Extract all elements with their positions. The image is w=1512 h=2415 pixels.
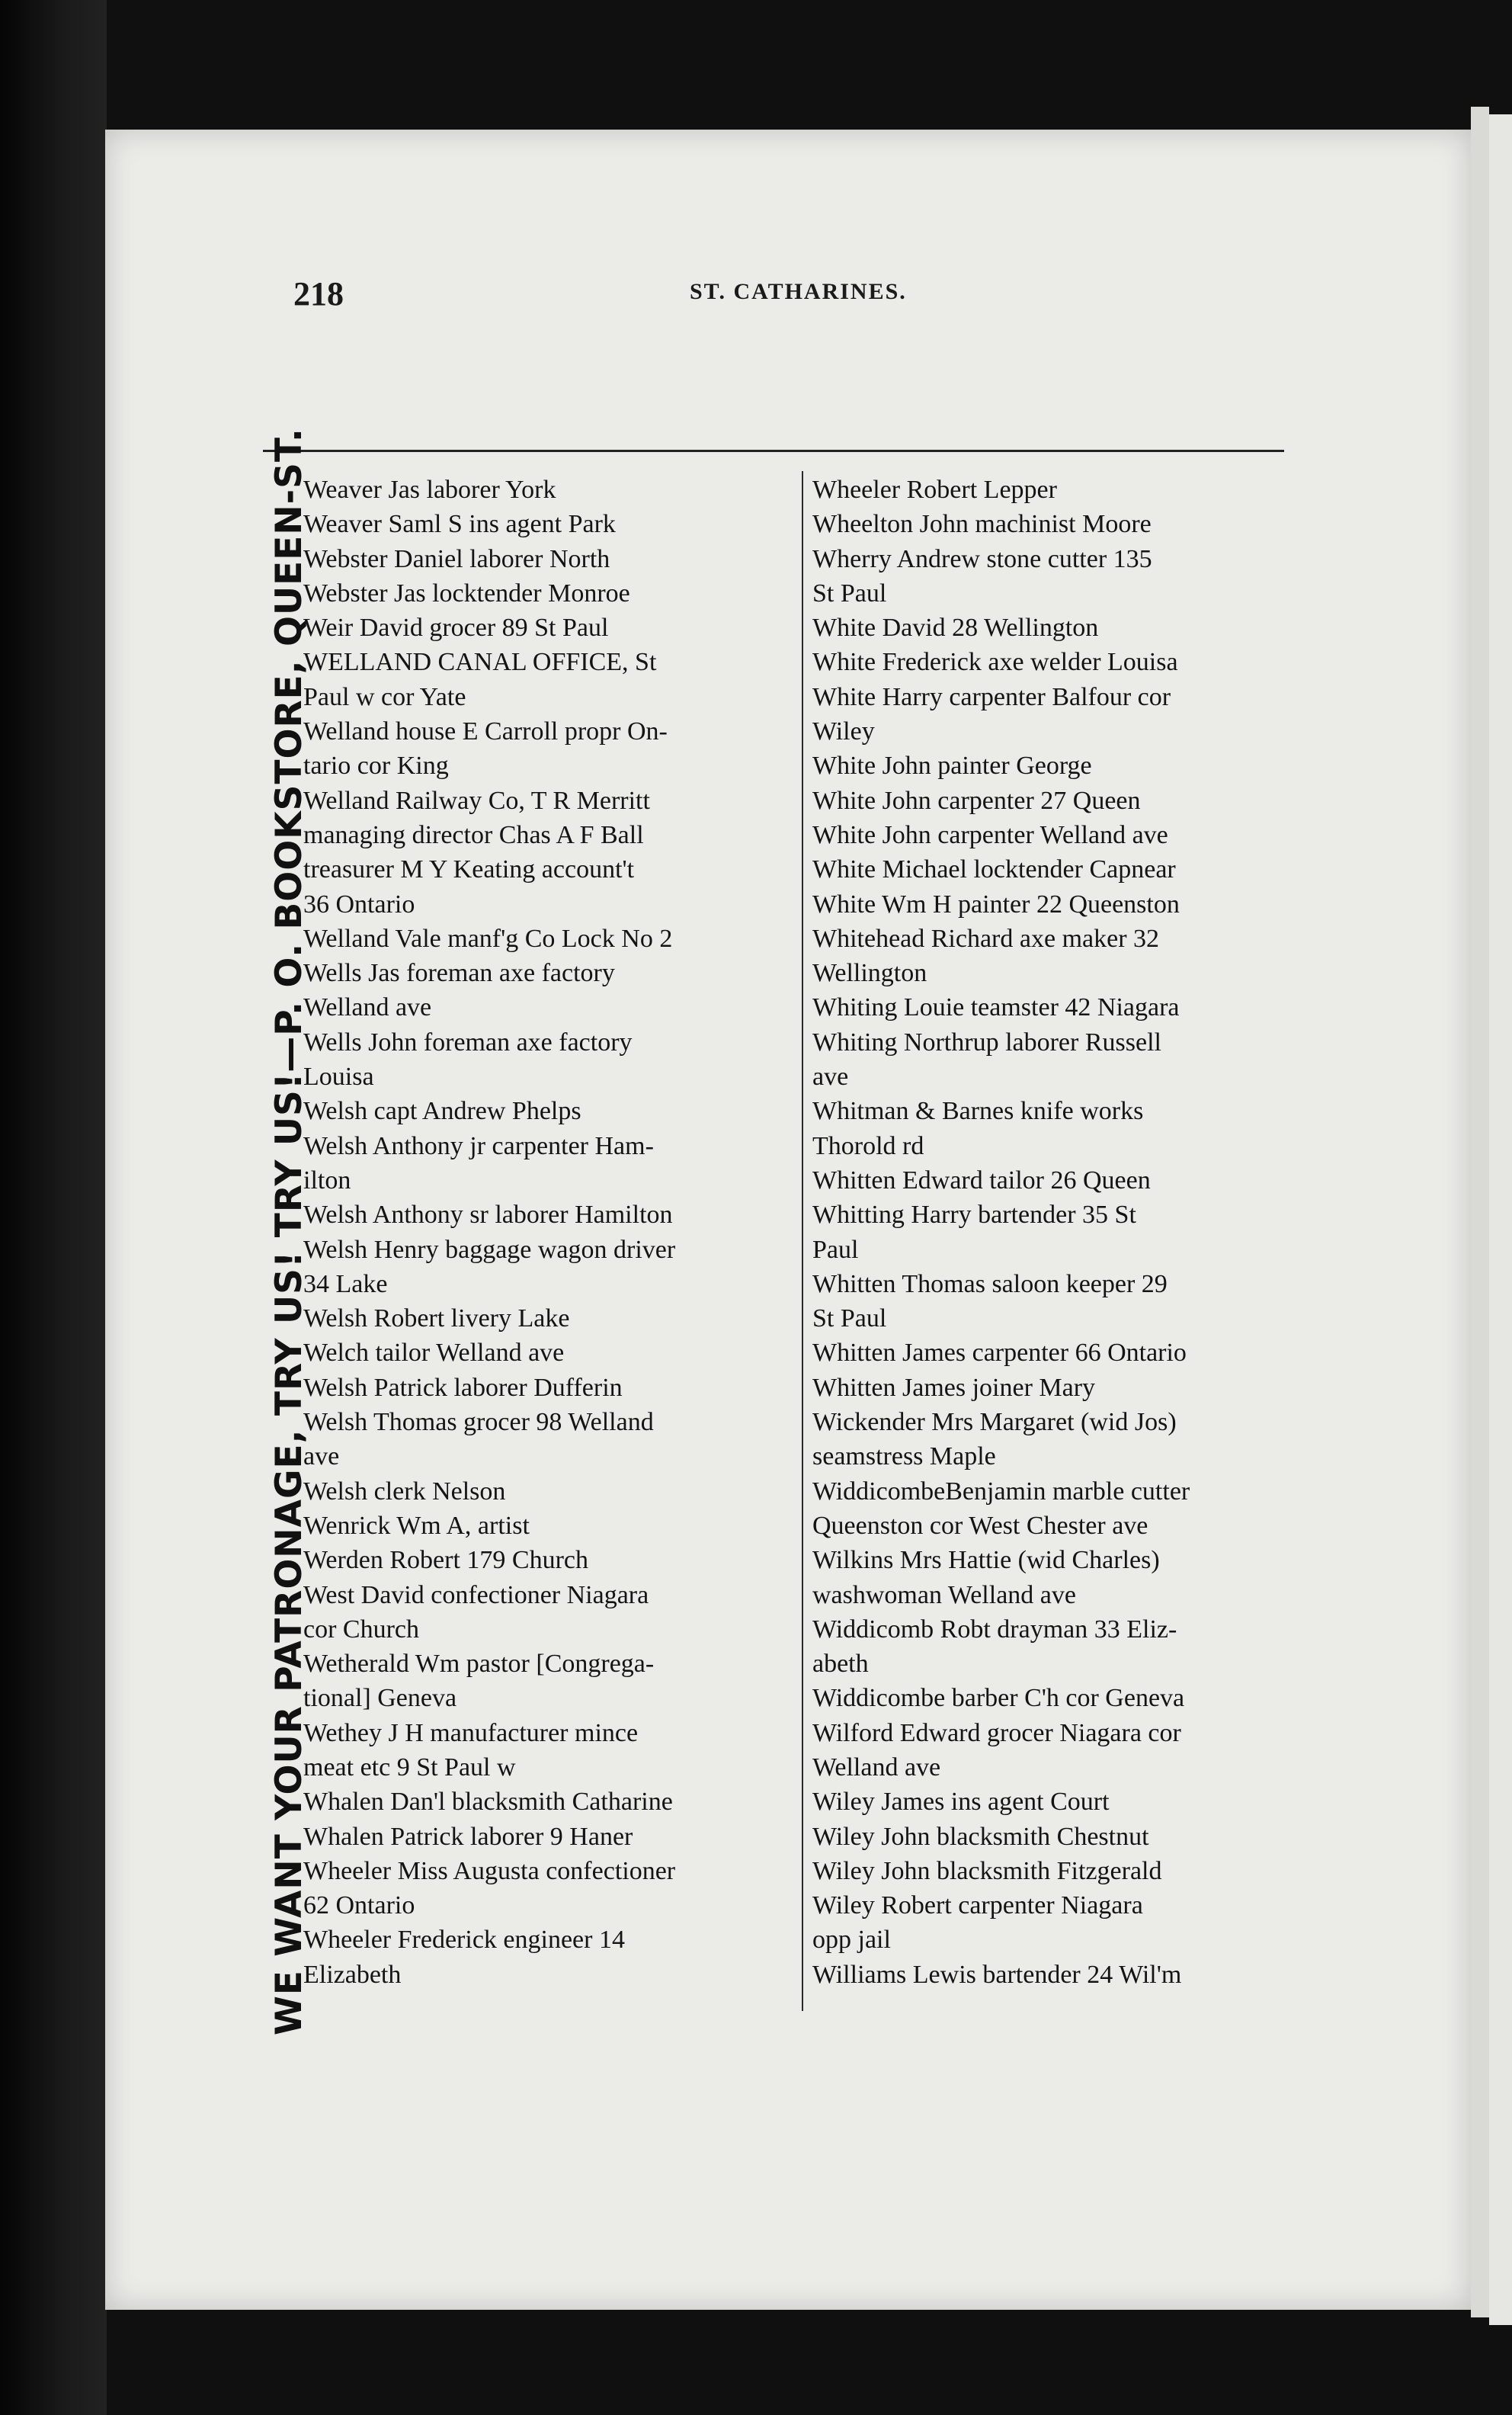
directory-entry xyxy=(303,714,797,784)
directory-entry xyxy=(812,784,1312,818)
directory-entry-line: tario cor King xyxy=(303,752,449,781)
directory-entry-line: West David confectioner Niagara xyxy=(303,1580,649,1609)
directory-entry xyxy=(812,542,1312,611)
directory-entry-line: ave xyxy=(303,1442,340,1471)
directory-entry xyxy=(812,611,1312,645)
directory-entry-line: seamstress Maple xyxy=(812,1442,996,1471)
directory-entry xyxy=(812,645,1312,679)
directory-entry-line: Welsh Anthony jr carpenter Ham- xyxy=(303,1131,654,1160)
directory-entry-line: Werden Robert 179 Church xyxy=(303,1546,588,1575)
directory-entry xyxy=(812,1888,1312,1958)
directory-entry xyxy=(303,1820,797,1854)
directory-entry-line: 62 Ontario xyxy=(303,1891,415,1920)
directory-entry xyxy=(812,1405,1312,1474)
directory-entry-line: Welsh Robert livery Lake xyxy=(303,1304,570,1333)
directory-entry-line: Welsh clerk Nelson xyxy=(303,1477,506,1506)
directory-entry-line: St Paul xyxy=(812,1304,887,1333)
directory-entry-line: Wetherald Wm pastor [Congrega- xyxy=(303,1650,655,1679)
directory-entry xyxy=(303,1129,797,1198)
directory-entry-line: Webster Daniel laborer North xyxy=(303,544,610,573)
directory-entry xyxy=(303,1371,797,1405)
directory-entry xyxy=(303,1647,797,1716)
directory-column-right xyxy=(812,473,1312,1992)
directory-entry-line: Weaver Saml S ins agent Park xyxy=(303,510,616,539)
directory-entry xyxy=(812,1854,1312,1888)
directory-entry-line: White Wm H painter 22 Queenston xyxy=(812,890,1180,919)
directory-entry-line: Wiley James ins agent Court xyxy=(812,1788,1110,1817)
directory-entry xyxy=(303,1543,797,1577)
directory-entry xyxy=(812,749,1312,783)
directory-entry-line: Whalen Patrick laborer 9 Haner xyxy=(303,1822,633,1851)
directory-entry-line: treasurer M Y Keating account't xyxy=(303,855,635,884)
directory-entry-line: Welland ave xyxy=(812,1753,941,1782)
directory-entry-line: Queenston cor West Chester ave xyxy=(812,1511,1148,1540)
directory-entry xyxy=(812,1094,1312,1163)
directory-entry xyxy=(812,887,1312,922)
directory-entry-line: ilton xyxy=(303,1166,351,1195)
directory-entry-line: Louisa xyxy=(303,1063,374,1092)
directory-entry-line: Whitten James carpenter 66 Ontario xyxy=(812,1339,1187,1368)
directory-entry xyxy=(303,956,797,1025)
directory-entry-line: White John carpenter 27 Queen xyxy=(812,786,1141,815)
directory-entry-line: Paul xyxy=(812,1235,859,1264)
directory-entry-line: Whalen Dan'l blacksmith Catharine xyxy=(303,1788,673,1817)
directory-entry xyxy=(303,1301,797,1336)
directory-entry xyxy=(303,1578,797,1647)
directory-entry-line: Wells John foreman axe factory xyxy=(303,1028,633,1057)
directory-entry xyxy=(812,922,1312,991)
directory-entry-line: Wiley Robert carpenter Niagara xyxy=(812,1891,1143,1920)
directory-entry xyxy=(812,1681,1312,1715)
directory-entry-line: Wiley John blacksmith Chestnut xyxy=(812,1822,1149,1851)
directory-entry-line: White John painter George xyxy=(812,752,1092,781)
directory-entry xyxy=(303,1509,797,1543)
directory-entry-line: St Paul xyxy=(812,579,887,608)
directory-entry-line: Wiley John blacksmith Fitzgerald xyxy=(812,1856,1162,1885)
directory-entry xyxy=(812,990,1312,1025)
directory-entry xyxy=(812,1612,1312,1682)
directory-entry-line: ave xyxy=(812,1063,849,1092)
directory-entry-line: Welland Railway Co, T R Merritt xyxy=(303,786,650,815)
directory-entry xyxy=(812,1025,1312,1095)
directory-entry xyxy=(303,1025,797,1095)
directory-entry-line: Whiting Louie teamster 42 Niagara xyxy=(812,993,1180,1022)
directory-entry xyxy=(303,576,797,611)
directory-entry xyxy=(812,1716,1312,1785)
directory-entry-line: Wells Jas foreman axe factory xyxy=(303,959,615,988)
directory-entry-line: 34 Lake xyxy=(303,1269,388,1298)
page-gutter xyxy=(1471,107,1489,2317)
directory-entry-line: Wheeler Miss Augusta confectioner xyxy=(303,1856,676,1885)
directory-entry-line: Wiley xyxy=(812,717,875,746)
directory-entry xyxy=(812,818,1312,852)
directory-entry-line: Wheeler Frederick engineer 14 xyxy=(303,1926,625,1955)
directory-entry-line: Williams Lewis bartender 24 Wil'm xyxy=(812,1960,1182,1989)
directory-entry xyxy=(812,1198,1312,1267)
directory-entry xyxy=(303,1405,797,1474)
directory-entry-line: Paul w cor Yate xyxy=(303,682,466,711)
directory-entry xyxy=(812,1543,1312,1612)
directory-entry xyxy=(812,1163,1312,1198)
directory-entry-line: abeth xyxy=(812,1650,869,1679)
directory-entry-line: Welsh Thomas grocer 98 Welland xyxy=(303,1408,654,1437)
directory-entry-line: WiddicombeBenjamin marble cutter xyxy=(812,1477,1190,1506)
directory-entry xyxy=(303,1336,797,1370)
directory-entry-line: White John carpenter Welland ave xyxy=(812,820,1168,849)
directory-entry-line: Whitten Thomas saloon keeper 29 xyxy=(812,1269,1168,1298)
directory-entry-line: Wellington xyxy=(812,959,927,988)
directory-entry-line: cor Church xyxy=(303,1615,420,1644)
directory-entry-line: Wickender Mrs Margaret (wid Jos) xyxy=(812,1408,1177,1437)
directory-entry-line: managing director Chas A F Ball xyxy=(303,820,644,849)
directory-entry-line: Wilkins Mrs Hattie (wid Charles) xyxy=(812,1546,1160,1575)
column-divider xyxy=(802,471,803,2011)
running-head: ST. CATHARINES. xyxy=(690,279,907,304)
page-number: 218 xyxy=(293,275,344,313)
directory-entry-line: opp jail xyxy=(812,1926,891,1955)
directory-entry xyxy=(303,645,797,714)
directory-entry-line: Webster Jas locktender Monroe xyxy=(303,579,630,608)
directory-entry-line: tional] Geneva xyxy=(303,1684,457,1713)
directory-entry xyxy=(812,1336,1312,1370)
directory-entry xyxy=(812,1785,1312,1819)
directory-entry xyxy=(303,1094,797,1128)
directory-entry-line: Welland Vale manf'g Co Lock No 2 xyxy=(303,924,673,953)
directory-entry-line: Welsh Anthony sr laborer Hamilton xyxy=(303,1201,673,1230)
directory-entry-line: White David 28 Wellington xyxy=(812,614,1099,643)
directory-entry xyxy=(303,1785,797,1819)
directory-entry-line: Whitman & Barnes knife works xyxy=(812,1097,1144,1126)
header-rule xyxy=(263,450,1284,452)
directory-entry xyxy=(303,1198,797,1232)
directory-entry-line: Welch tailor Welland ave xyxy=(303,1339,565,1368)
directory-entry xyxy=(303,507,797,541)
directory-entry xyxy=(303,1716,797,1785)
directory-entry xyxy=(303,1854,797,1923)
directory-entry-line: Wheeler Robert Lepper xyxy=(812,476,1057,504)
directory-entry xyxy=(303,922,797,956)
directory-entry xyxy=(812,852,1312,887)
directory-entry-line: Whitten Edward tailor 26 Queen xyxy=(812,1166,1151,1195)
directory-entry-line: Wilford Edward grocer Niagara cor xyxy=(812,1718,1181,1747)
directory-entry-line: Elizabeth xyxy=(303,1960,402,1989)
directory-entry-line: White Frederick axe welder Louisa xyxy=(812,648,1178,677)
directory-entry xyxy=(303,784,797,922)
directory-entry-line: Welland ave xyxy=(303,993,432,1022)
directory-entry xyxy=(812,1474,1312,1544)
directory-entry xyxy=(812,680,1312,749)
directory-entry-line: White Michael locktender Capnear xyxy=(812,855,1176,884)
directory-entry-line: Whitehead Richard axe maker 32 xyxy=(812,924,1160,953)
vertical-advertisement: WE WANT YOUR PATRONAGE, TRY US! TRY US!—P. O. BOOKSTORE, QUEEN-ST. xyxy=(268,428,310,2035)
directory-entry-line: washwoman Welland ave xyxy=(812,1580,1076,1609)
directory-entry-line: Thorold rd xyxy=(812,1131,924,1160)
directory-entry-line: Welsh Patrick laborer Dufferin xyxy=(303,1373,623,1402)
page-header xyxy=(263,274,1284,320)
directory-entry xyxy=(303,611,797,645)
directory-entry xyxy=(812,1820,1312,1854)
directory-entry-line: Wherry Andrew stone cutter 135 xyxy=(812,544,1152,573)
directory-entry-line: Whiting Northrup laborer Russell xyxy=(812,1028,1161,1057)
directory-entry xyxy=(812,507,1312,541)
directory-entry xyxy=(303,1474,797,1509)
directory-entry-line: Weir David grocer 89 St Paul xyxy=(303,614,609,643)
binding-shadow xyxy=(0,0,107,2415)
directory-column-left xyxy=(303,473,797,1992)
directory-entry-line: Welsh Henry baggage wagon driver xyxy=(303,1235,676,1264)
directory-entry xyxy=(812,1267,1312,1336)
directory-entry xyxy=(303,1233,797,1302)
directory-entry-line: Wheelton John machinist Moore xyxy=(812,510,1152,539)
directory-entry-line: Weaver Jas laborer York xyxy=(303,476,556,504)
adjacent-page-edge xyxy=(1489,114,1512,2325)
directory-entry-line: Wenrick Wm A, artist xyxy=(303,1511,530,1540)
directory-entry xyxy=(812,1371,1312,1405)
directory-entry xyxy=(303,473,797,507)
directory-entry-line: meat etc 9 St Paul w xyxy=(303,1753,516,1782)
directory-entry-line: Whitten James joiner Mary xyxy=(812,1373,1096,1402)
directory-entry-line: 36 Ontario xyxy=(303,890,415,919)
directory-entry-line: Welland house E Carroll propr On- xyxy=(303,717,668,746)
directory-entry xyxy=(812,473,1312,507)
directory-entry-line: Welsh capt Andrew Phelps xyxy=(303,1097,581,1126)
directory-entry xyxy=(303,1923,797,1992)
directory-entry-line: Whitting Harry bartender 35 St xyxy=(812,1201,1136,1230)
directory-entry xyxy=(812,1958,1312,1992)
directory-entry-line: Widdicombe barber C'h cor Geneva xyxy=(812,1684,1185,1713)
directory-entry-line: White Harry carpenter Balfour cor xyxy=(812,682,1171,711)
directory-entry-line: Widdicomb Robt drayman 33 Eliz- xyxy=(812,1615,1177,1644)
directory-entry-line: Wethey J H manufacturer mince xyxy=(303,1718,639,1747)
directory-entry xyxy=(303,542,797,576)
directory-entry-line: WELLAND CANAL OFFICE, St xyxy=(303,648,657,677)
